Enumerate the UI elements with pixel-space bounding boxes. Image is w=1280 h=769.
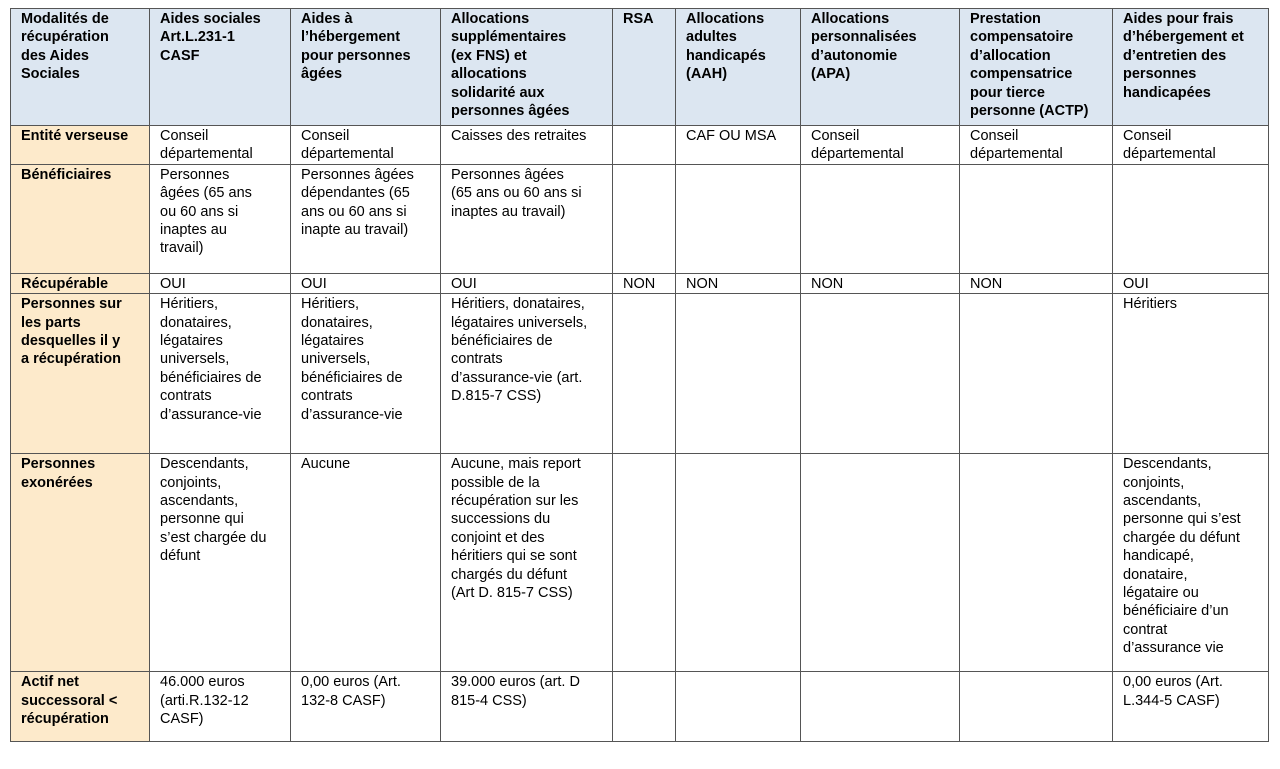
aides-sociales-table	[10, 8, 1269, 742]
table-cell: 39.000 euros (art. D 815-4 CSS)	[441, 672, 613, 742]
table-cell	[676, 454, 801, 672]
table-header	[11, 9, 1269, 126]
table-row-actif-net	[11, 672, 1269, 742]
table-cell: Héritiers, donataires, légataires universels, bénéficiaires de contrats d’assurance-vie (art. D.815-7 CSS)	[441, 294, 613, 454]
table-cell	[613, 672, 676, 742]
col-header-actp: Prestation compensatoire d’allocation compensatrice pour tierce personne (ACTP)	[960, 9, 1113, 126]
table-cell: Héritiers	[1113, 294, 1269, 454]
table-cell: Héritiers, donataires, légataires universels, bénéficiaires de contrats d’assurance-vie	[291, 294, 441, 454]
col-header-apa: Allocations personnalisées d’autonomie (APA)	[801, 9, 960, 126]
col-header-allocations-supplementaires: Allocations supplémentaires (ex FNS) et allocations solidarité aux personnes âgées	[441, 9, 613, 126]
table-cell: Aucune	[291, 454, 441, 672]
table-cell: NON	[960, 273, 1113, 293]
table-cell: Aucune, mais report possible de la récupération sur les successions du conjoint et des héritiers qui se sont chargés du défunt (Art D. 815-7 CSS)	[441, 454, 613, 672]
table-cell	[960, 672, 1113, 742]
table-row-recuperable	[11, 273, 1269, 293]
row-label-personnes-exonerees: Personnes exonérées	[11, 454, 150, 672]
table-body	[11, 126, 1269, 742]
table-cell: OUI	[441, 273, 613, 293]
table-cell: OUI	[1113, 273, 1269, 293]
col-header-aah: Allocations adultes handicapés (AAH)	[676, 9, 801, 126]
table-cell	[676, 164, 801, 273]
table-cell	[801, 294, 960, 454]
table-cell	[676, 672, 801, 742]
table-cell: OUI	[150, 273, 291, 293]
table-cell	[960, 164, 1113, 273]
table-cell	[960, 294, 1113, 454]
row-label-personnes-recuperation: Personnes sur les parts desquelles il y a récupération	[11, 294, 150, 454]
table-cell: OUI	[291, 273, 441, 293]
table-cell	[613, 294, 676, 454]
col-header-aides-hebergement: Aides à l’hébergement pour personnes âgées	[291, 9, 441, 126]
table-cell	[613, 164, 676, 273]
table-row-beneficiaires	[11, 164, 1269, 273]
table-cell: 46.000 euros (arti.R.132-12 CASF)	[150, 672, 291, 742]
table-cell	[801, 164, 960, 273]
table-cell: Conseil départemental	[291, 126, 441, 165]
row-label-actif-net: Actif net successoral < récupération	[11, 672, 150, 742]
table-cell: Personnes âgées dépendantes (65 ans ou 60 ans si inapte au travail)	[291, 164, 441, 273]
aides-sociales-table-wrapper	[10, 8, 1269, 742]
table-cell: Conseil départemental	[150, 126, 291, 165]
table-row-personnes-exonerees	[11, 454, 1269, 672]
table-cell	[960, 454, 1113, 672]
table-cell: Conseil départemental	[801, 126, 960, 165]
table-cell: 0,00 euros (Art. 132-8 CASF)	[291, 672, 441, 742]
row-label-beneficiaires: Bénéficiaires	[11, 164, 150, 273]
table-cell: Descendants, conjoints, ascendants, personne qui s’est chargée du défunt handicapé, donataire, légataire ou bénéficiaire d’un contrat d’assurance vie	[1113, 454, 1269, 672]
table-cell	[613, 126, 676, 165]
table-cell: Caisses des retraites	[441, 126, 613, 165]
table-cell	[1113, 164, 1269, 273]
table-cell: NON	[676, 273, 801, 293]
table-row-personnes-recuperation	[11, 294, 1269, 454]
table-cell: Personnes âgées (65 ans ou 60 ans si inaptes au travail)	[441, 164, 613, 273]
table-cell: NON	[613, 273, 676, 293]
table-cell: Conseil départemental	[960, 126, 1113, 165]
table-cell	[613, 454, 676, 672]
col-header-modalites: Modalités de récupération des Aides Sociales	[11, 9, 150, 126]
row-label-recuperable: Récupérable	[11, 273, 150, 293]
table-cell: 0,00 euros (Art. L.344-5 CASF)	[1113, 672, 1269, 742]
table-cell: NON	[801, 273, 960, 293]
col-header-aides-sociales: Aides sociales Art.L.231-1 CASF	[150, 9, 291, 126]
header-row	[11, 9, 1269, 126]
table-cell: Conseil départemental	[1113, 126, 1269, 165]
table-cell: Héritiers, donataires, légataires universels, bénéficiaires de contrats d’assurance-vie	[150, 294, 291, 454]
table-cell: Personnes âgées (65 ans ou 60 ans si inaptes au travail)	[150, 164, 291, 273]
table-cell	[801, 454, 960, 672]
col-header-aides-handicapees: Aides pour frais d’hébergement et d’entretien des personnes handicapées	[1113, 9, 1269, 126]
row-label-entite-verseuse: Entité verseuse	[11, 126, 150, 165]
table-cell	[801, 672, 960, 742]
table-cell	[676, 294, 801, 454]
table-cell: CAF OU MSA	[676, 126, 801, 165]
table-cell: Descendants, conjoints, ascendants, personne qui s’est chargée du défunt	[150, 454, 291, 672]
table-row-entite-verseuse	[11, 126, 1269, 165]
col-header-rsa: RSA	[613, 9, 676, 126]
